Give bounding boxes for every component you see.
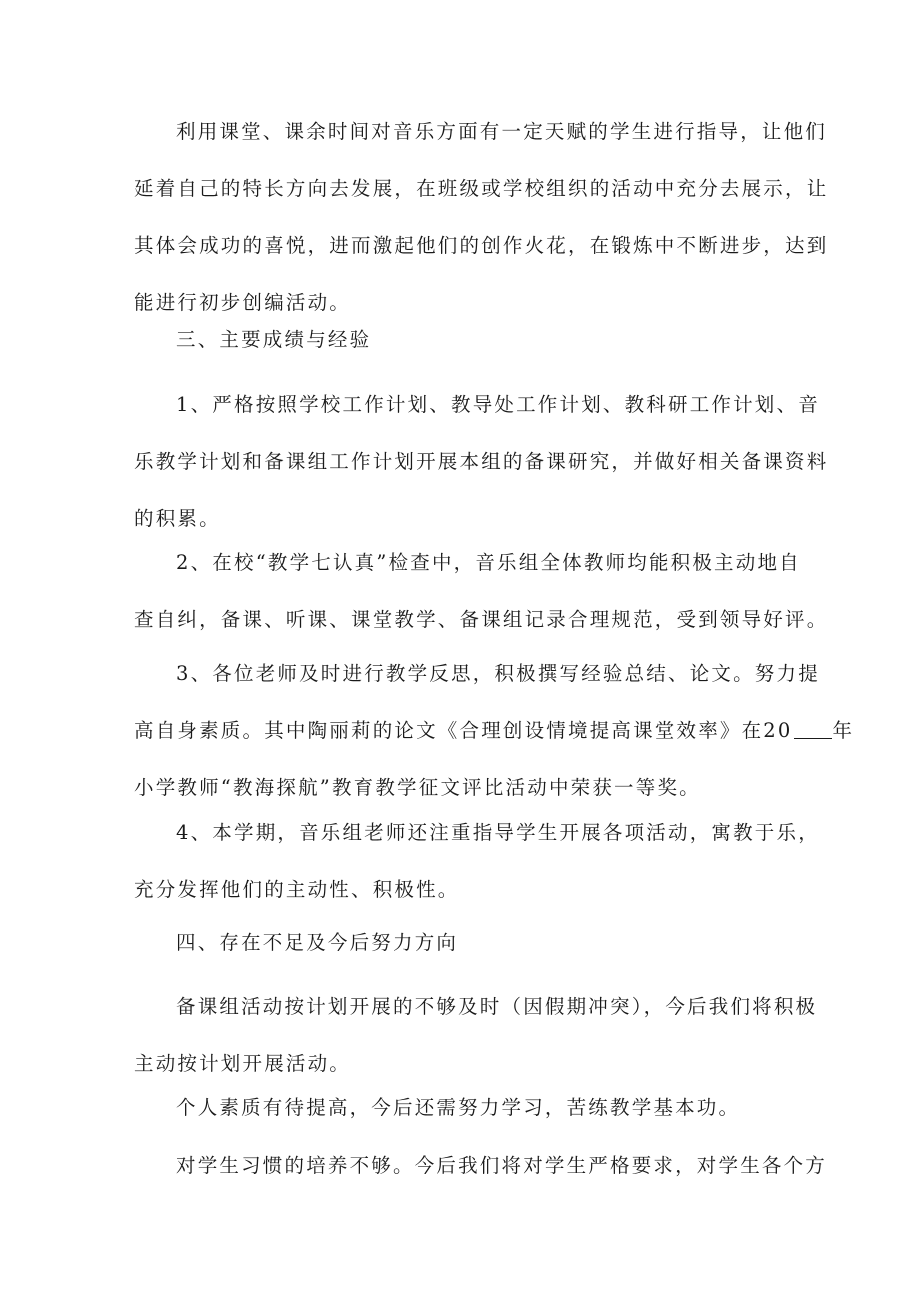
paragraph-item-3 xyxy=(134,645,855,816)
fill-in-blank xyxy=(794,719,832,740)
text-line: 延着自己的特长方向去发展，在班级或学校组织的活动中充分去展示，让 xyxy=(134,177,829,200)
paragraph-item-4 xyxy=(134,804,820,918)
heading-text: 三、主要成绩与经验 xyxy=(176,328,372,351)
text-line: 能进行初步创编活动。 xyxy=(134,291,352,314)
paragraph-personal-quality xyxy=(134,1079,784,1136)
paragraph-activity-timing xyxy=(134,978,818,1092)
text-line: 对学生习惯的培养不够。今后我们将对学生严格要求，对学生各个方 xyxy=(176,1154,828,1177)
section-heading-shortcomings xyxy=(134,914,784,971)
paragraph-item-1 xyxy=(134,376,829,547)
heading-text: 四、存在不足及今后努力方向 xyxy=(176,931,459,954)
text-line: 备课组活动按计划开展的不够及时（因假期冲突），今后我们将积极 xyxy=(176,995,818,1018)
text-line: 个人素质有待提高，今后还需努力学习，苦练教学基本功。 xyxy=(176,1096,741,1119)
text-line: 1、严格按照学校工作计划、教导处工作计划、教科研工作计划、音 xyxy=(176,393,820,416)
text-line: 小学教师“教海探航”教育教学征文评比活动中荣获一等奖。 xyxy=(134,776,701,799)
text-segment: 年 xyxy=(832,719,855,742)
text-line: 查自纠，备课、听课、课堂教学、备课组记录合理规范，受到领导好评。 xyxy=(134,608,829,631)
text-line xyxy=(134,702,855,759)
paragraph-student-habits xyxy=(134,1137,828,1194)
section-heading-achievements xyxy=(134,311,784,368)
text-line: 3、各位老师及时进行教学反思，积极撰写经验总结、论文。努力提 xyxy=(176,662,820,685)
text-line: 乐教学计划和备课组工作计划开展本组的备课研究，并做好相关备课资料 xyxy=(134,450,829,473)
text-line: 其体会成功的喜悦，进而激起他们的创作火花，在锻炼中不断进步，达到 xyxy=(134,234,829,257)
paragraph-talent-guidance xyxy=(134,103,829,331)
text-line: 利用课堂、课余时间对音乐方面有一定天赋的学生进行指导，让他们 xyxy=(176,120,828,143)
text-line: 充分发挥他们的主动性、积极性。 xyxy=(134,878,460,901)
text-line: 4、本学期，音乐组老师还注重指导学生开展各项活动，寓教于乐， xyxy=(176,821,820,844)
text-line: 主动按计划开展活动。 xyxy=(134,1052,352,1075)
paragraph-item-2 xyxy=(134,534,829,648)
text-segment: 高自身素质。其中陶丽莉的论文《合理创设情境提高课堂效率》在20 xyxy=(134,719,793,742)
text-line: 2、在校“教学七认真”检查中，音乐组全体教师均能积极主动地自 xyxy=(176,551,801,574)
text-line: 的积累。 xyxy=(134,507,221,530)
